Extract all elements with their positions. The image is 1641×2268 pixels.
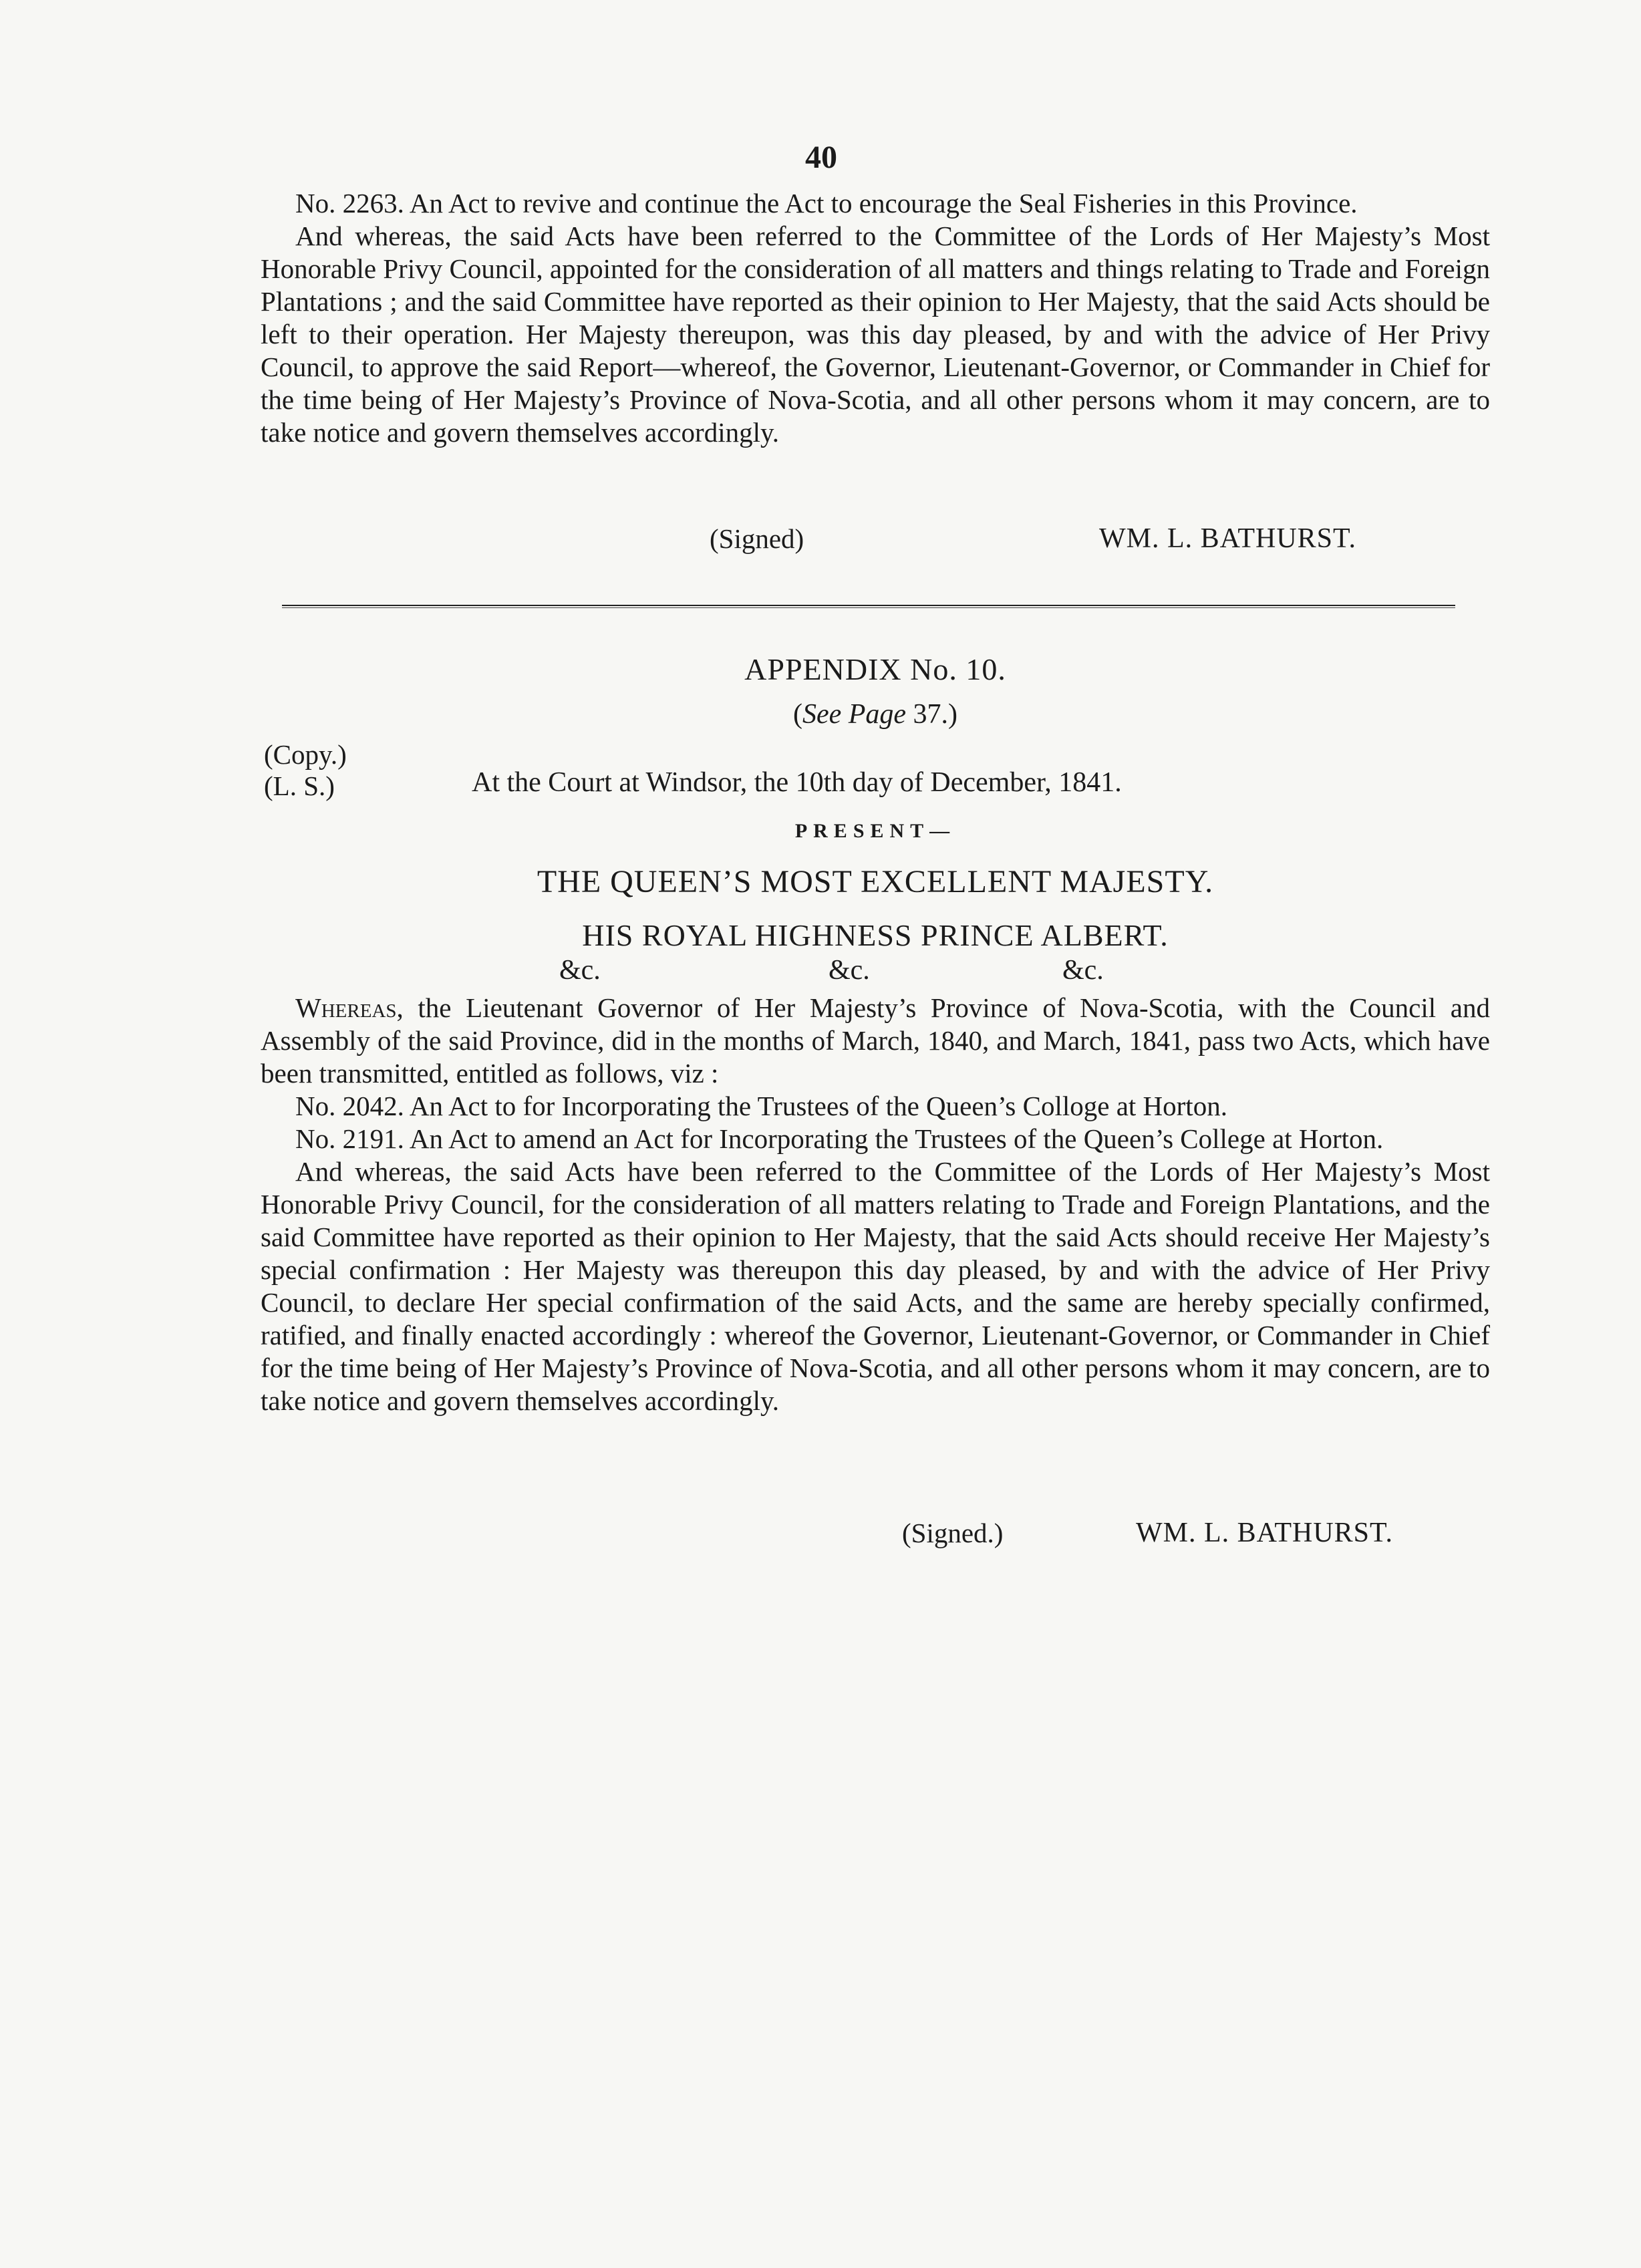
copy-label: (Copy.) — [264, 739, 347, 770]
etc-3: &c. — [1062, 955, 1104, 986]
act-2191-paragraph: No. 2191. An Act to amend an Act for Incorporating the Trustees of the Queen’s College at Horton. — [295, 1123, 1384, 1154]
act-2263-paragraph: No. 2263. An Act to revive and continue the Act to encourage the Seal Fisheries in this Province. — [295, 188, 1358, 219]
appendix-body — [261, 992, 1490, 1417]
signed-label-2: (Signed.) — [902, 1518, 1004, 1548]
whereas-paragraph-2 — [261, 992, 1490, 1090]
whereas-paragraph-3: And whereas, the said Acts have been referred to the Committee of the Lords of Her Majesty’s Most Honorable Privy Council, for the consideration of all matters relating to Trade and Foreign Plantations, and the said Committee have reported as their opinion to Her Majesty, that the said Acts should receive Her Majesty’s special confirmation : Her Majesty was thereupon this day pleased, by and with the advice of Her Privy Council, to declare Her special confirmation of the said Acts, and the same are hereby specially confirmed, ratified, and finally enacted accordingly : whereof the Governor, Lieutenant-Governor, or Commander in Chief for the time being of Her Majesty’s Province of Nova-Scotia, and all other persons whom it may concern, are to take notice and govern themselves accordingly. — [261, 1156, 1490, 1416]
signed-label-1: (Signed) — [710, 523, 804, 554]
whereas-paragraph-1: And whereas, the said Acts have been referred to the Committee of the Lords of Her Majesty’s Most Honorable Privy Council, appointed for the consideration of all matters and things relating to Trade and Foreign Plantations ; and the said Committee have reported as their opinion to Her Majesty, that the said Acts should be left to their operation. Her Majesty thereupon, was this day pleased, by and with the advice of Her Privy Council, to approve the said Report—whereof, the Governor, Lieutenant-Governor, or Commander in Chief for the time being of Her Majesty’s Province of Nova-Scotia, and all other persons whom it may concern, are to take notice and govern themselves accordingly. — [261, 221, 1490, 448]
queen-line: THE QUEEN’S MOST EXCELLENT MAJESTY. — [537, 864, 1214, 899]
whereas-lead-word: Whereas — [295, 992, 397, 1023]
see-page-open: ( — [792, 699, 802, 730]
signer-name-2: WM. L. BATHURST. — [1136, 1518, 1394, 1548]
appendix-title: APPENDIX No. 10. — [744, 652, 1006, 686]
see-page-italic: See Page — [802, 699, 907, 730]
page-number: 40 — [805, 140, 837, 175]
etc-2: &c. — [829, 955, 870, 986]
etc-1: &c. — [559, 955, 601, 986]
present-heading: PRESENT— — [794, 820, 956, 842]
section-continued — [261, 187, 1490, 449]
prince-line: HIS ROYAL HIGHNESS PRINCE ALBERT. — [582, 918, 1169, 952]
see-page-number: 37.) — [906, 699, 958, 730]
act-2042-paragraph: No. 2042. An Act to for Incorporating the Trustees of the Queen’s Colloge at Horton. — [295, 1091, 1227, 1121]
signer-name-1: WM. L. BATHURST. — [1099, 523, 1357, 554]
court-line: At the Court at Windsor, the 10th day of December, 1841. — [472, 767, 1122, 798]
ls-label: (L. S.) — [264, 770, 335, 801]
whereas-rest: , the Lieutenant Governor of Her Majesty’s Province of Nova-Scotia, with the Council and Assembly of the said Province, did in the months of March, 1840, and March, 1841, pass two Acts, which have been transmitted, entitled as follows, viz : — [261, 992, 1490, 1089]
see-page-reference — [261, 698, 1490, 730]
section-divider-rule — [282, 605, 1455, 608]
